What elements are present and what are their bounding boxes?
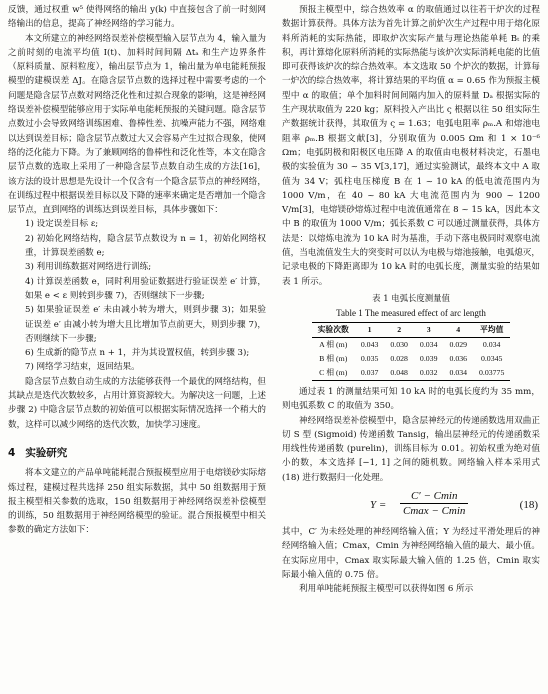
table-cell: 0.048	[390, 367, 408, 377]
equation-fraction	[400, 489, 468, 518]
table-cell: 0.036	[449, 353, 468, 363]
step-item: 5) 如果验证误差 e′ 未由减小转为增大，则到步骤 3)；如果验证误差 e′ 由减小转为增大且比增加节点前更大，则到步骤 7)，否则继续下一步骤;	[25, 305, 266, 344]
step-item: 6) 生成新的隐节点 n + 1，并为其设置权值，转到步骤 3);	[25, 348, 250, 359]
table-cell: 0.035	[360, 353, 379, 363]
table-cell: B 相 (m)	[319, 353, 348, 363]
paragraph: 通过表 1 的测量结果可知 10 kA 时的电弧长度约为 35 mm，则电弧系数 C 的取值为 350。	[282, 386, 540, 412]
paragraph: 反馈，通过权重 w⁵ 使得网络的输出 y(k) 中直接包含了前一时刻网络输出的信息，提高了神经网络的学习能力。	[8, 5, 266, 30]
section-title: 实验研究	[25, 446, 68, 459]
table-cell: A 相 (m)	[319, 339, 348, 349]
right-column	[282, 3, 540, 597]
table-cell: 0.029	[449, 339, 468, 349]
paragraph: 预报主模型中，综合热效率 α 的取值通过以往若干炉次的过程数据计算获得。具体方法为首先计算之前炉次生产过程中用于熔化原料所消耗的实际热能，即取炉次实际产量与理论热能单耗 Bₜ 的乘积，再计算熔化原料所消耗的实际热能与该炉次实际消耗电能的比值即可获得该炉次的综合热效率。本文选取 50 个炉次的数据，计算每一炉次的综合热效率，将计算结果的平均值 α = 0.65 作为预报主模型中 α 的取值；单个加料时间间隔内加入的原料量 Dₐ 根据实际的生产现状取值为 220 kg；原料投入产出比 ς 根据以往 50 组实际生产数据统计获得，其取值为 ς = 1.63；电弧电阻率 ρₘ.A 和熔池电阻率 ρₘ.B 根据文献[3]，分别取值为 0.005 Ωm 和 1 × 10⁻⁶ Ωm；电弧阴极和阳极区电压降 A 的取值由电极材料决定，石墨电极的实验值为 30 ~ 35 V[3,17]，通过实验测试，最终本文中 A 取值为 34 V；弧柱电压梯度 B 在 1 ~ 10 kA 的低电流范围内为 1000 V/m，在 40 ~ 80 kA 大电流范围内为 900 ~ 1200 V/m[3]，电熔镁砂熔炼过程中电流值通常在 8 ~ 15 kA，因此本文中 B 的取值为 1000 V/m；弧长系数 C 可以通过测量获得，具体方法是：以熔炼电流为 10 kA 时为基准，手动下落电极同时观察电流值，当电流值发生大的突变时可以认为电极与熔池接触，电弧熄灭，记录电极的下降距离即为 10 kA 时的电弧长度，测量实验的结果如表 1 所示。	[282, 5, 540, 287]
table-cell: 0.039	[419, 353, 438, 363]
table-cell: 0.043	[360, 339, 379, 349]
paragraph: 其中，C′ 为未经处理的神经网络输入值；Y 为经过平滑处理后的神经网络输入值；Cmax，Cmin 为神经网络输入值的最大、最小值。在实际应用中，Cmax 取实际最大输入值的 1.25 倍，Cmin 取实际最小输入值的 0.75 倍。	[282, 527, 540, 580]
table-header-row	[312, 322, 511, 337]
table-cell: C 相 (m)	[319, 367, 348, 377]
paragraph: 本文所建立的神经网络误差补偿模型输入层节点为 4，输入量为之前时刻的电流平均值 I(t)、加料时间间隔 Δtₐ 和生产边界条件（原料质量、原料粒度），输出层节点为 1，输出量为单电能耗预报模型的建模误差 ΔJ。在隐含层节点数的选择过程中需要考虑的一个问题是隐含层节点数对网络泛化性和过拟合现象的影响，这是神经网络误差补偿模型能够应用于实际单电能耗预报的关键问题。隐含层节点数过小会导致网络训练困难、鲁棒性差、抗噪声能力不强，网络难以达到误差目标；隐含层节点数过大又会容易产生过拟合现象，使网络的泛化能力下降。为了兼顾网络的鲁棒性和泛化性等，本文在隐含层节点数的选取上采用了一种隐含层节点数自动生成的方法[16]，该方法的设计思想是先设计一个仅含有一个隐含层节点的神经网络，在训练过程中根据误差目标以及下降的速率来确定是否增加一个隐含层节点，直到网络的训练达到误差目标，具体步骤如下：	[8, 33, 266, 216]
table-cell: 0.0345	[480, 353, 503, 363]
table-header-cell: 3	[426, 324, 431, 334]
table-cell: 0.028	[390, 353, 408, 363]
table-caption-en: Table 1 The measured effect of arc length	[336, 307, 486, 318]
table-header-cell: 实验次数	[317, 324, 349, 334]
table-header-cell: 4	[456, 324, 461, 334]
equation-lhs: Y =	[370, 499, 387, 512]
table-header-cell: 平均值	[479, 324, 504, 334]
step-item: 4) 计算误差函数 e，同时利用验证数据进行验证误差 e′ 计算，如果 e < ε 则转到步骤 7)，否则继续下一步骤;	[25, 276, 266, 301]
table-header-cell: 2	[397, 324, 402, 334]
paragraph: 将本文建立的产品单吨能耗混合预报模型应用于电熔镁砂实际熔炼过程，建模过程共选择 250 组实际数据，其中 50 组数据用于预报主模型相关参数的选取，150 组数据用于神经网络误差补偿模型的训练，50 组数据用于神经网络模型的验证。混合预报模型中相关参数的确定方法如下：	[8, 468, 266, 536]
table-cell: 0.037	[360, 367, 379, 377]
paragraph: 隐含层节点数自动生成的方法能够获得一个最优的网络结构，但其缺点是迭代次数较多，占用计算资源较大。为解决这一问题，上述步骤 2) 中隐含层节点数的初始值可以根据实际情况选择一个稍大的数，这样可以减少网络的迭代次数，加快学习速度。	[8, 376, 266, 430]
equation-denominator: Cmax − Cmin	[403, 505, 466, 518]
step-item: 2) 初始化网络结构，隐含层节点数设为 n = 1，初始化网络权重，计算误差函数 e;	[25, 233, 266, 259]
step-item: 3) 利用训练数据对网络进行训练;	[25, 262, 152, 273]
table-row	[312, 352, 511, 366]
step-item: 1) 设定误差目标 ε;	[25, 219, 99, 230]
equation-number: (18)	[519, 499, 538, 512]
table-cell: 0.03775	[479, 367, 505, 377]
section-heading	[8, 446, 266, 460]
table-row	[312, 366, 511, 381]
left-column	[8, 3, 266, 538]
table-cell: 0.034	[419, 339, 438, 349]
table-header-cell: 1	[367, 324, 372, 334]
table-caption-cn: 表 1 电弧长度测量值	[372, 292, 450, 303]
section-number: 4	[8, 446, 16, 459]
arc-length-table	[312, 322, 511, 381]
paragraph: 利用单吨能耗预报主模型可以获得如图 6 所示	[299, 584, 474, 595]
equation-numerator: C′ − Cmin	[400, 489, 468, 504]
table-cell: 0.032	[419, 367, 438, 377]
step-item: 7) 网络学习结束，返回结果。	[25, 362, 140, 373]
table-cell: 0.030	[390, 339, 408, 349]
table-cell: 0.034	[482, 339, 501, 349]
equation-18	[282, 487, 540, 523]
table-row	[312, 337, 511, 352]
table-cell: 0.034	[449, 367, 468, 377]
paragraph: 神经网络误差补偿模型中，隐含层神经元的传递函数选用双曲正切 S 型 (Sigmoid) 传递函数 Tansig，输出层神经元的传递函数采用线性传递函数 (purelin)，训练目标为 0.01。初始权重为绝对值小的数，本文选择 [−1, 1] 之间的随机数。网络输入样本采用式 (18) 进行数据归一化处理。	[282, 415, 540, 483]
